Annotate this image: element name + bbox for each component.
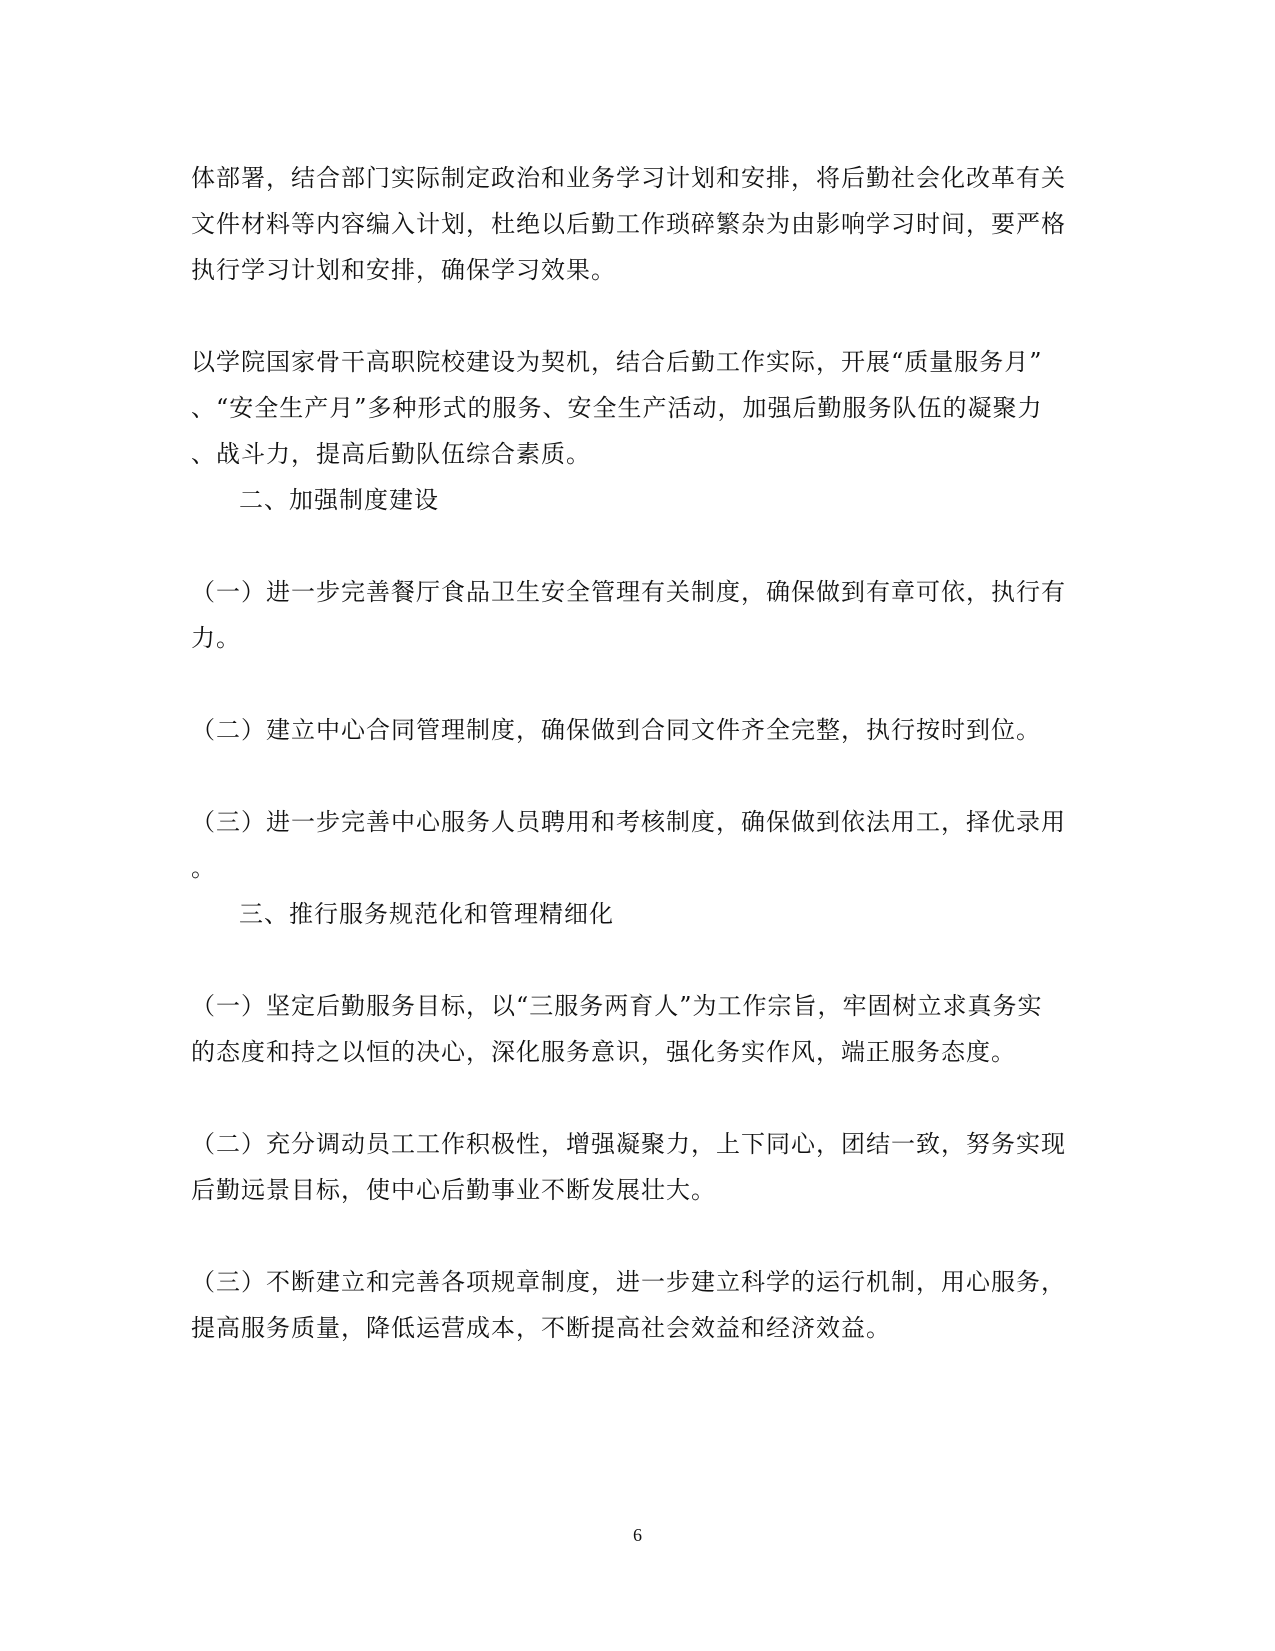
- paragraph-line: 以学院国家骨干高职院校建设为契机，结合后勤工作实际，开展“质量服务月”: [191, 348, 1043, 376]
- paragraph-line: 、“安全生产月”多种形式的服务、安全生产活动，加强后勤服务队伍的凝聚力: [191, 394, 1043, 422]
- paragraph-line: 的态度和持之以恒的决心，深化服务意识，强化务实作风，端正服务态度。: [191, 1038, 1016, 1066]
- paragraph-line: 执行学习计划和安排，确保学习效果。: [191, 256, 616, 284]
- paragraph-line: 体部署，结合部门实际制定政治和业务学习计划和安排，将后勤社会化改革有关: [191, 164, 1066, 192]
- paragraph-line: （一）进一步完善餐厅食品卫生安全管理有关制度，确保做到有章可依，执行有: [191, 578, 1066, 606]
- paragraph-line: 提高服务质量，降低运营成本，不断提高社会效益和经济效益。: [191, 1314, 891, 1342]
- paragraph-line: 力。: [191, 624, 241, 652]
- paragraph-line: 文件材料等内容编入计划，杜绝以后勤工作琐碎繁杂为由影响学习时间，要严格: [191, 210, 1066, 238]
- paragraph-line: （三）不断建立和完善各项规章制度，进一步建立科学的运行机制，用心服务，: [191, 1268, 1066, 1296]
- page-number: 6: [633, 1525, 642, 1545]
- paragraph-line: （二）建立中心合同管理制度，确保做到合同文件齐全完整，执行按时到位。: [191, 716, 1041, 744]
- paragraph-line: 、战斗力，提高后勤队伍综合素质。: [191, 440, 591, 468]
- section-heading: 二、加强制度建设: [239, 486, 439, 514]
- paragraph-line: （三）进一步完善中心服务人员聘用和考核制度，确保做到依法用工，择优录用: [191, 808, 1066, 836]
- paragraph-line: 。: [191, 854, 216, 882]
- paragraph-line: 后勤远景目标，使中心后勤事业不断发展壮大。: [191, 1176, 716, 1204]
- paragraph-line: （一）坚定后勤服务目标，以“三服务两育人”为工作宗旨，牢固树立求真务实: [191, 992, 1043, 1020]
- paragraph-line: （二）充分调动员工工作积极性，增强凝聚力，上下同心，团结一致，努务实现: [191, 1130, 1066, 1158]
- section-heading: 三、推行服务规范化和管理精细化: [239, 900, 614, 928]
